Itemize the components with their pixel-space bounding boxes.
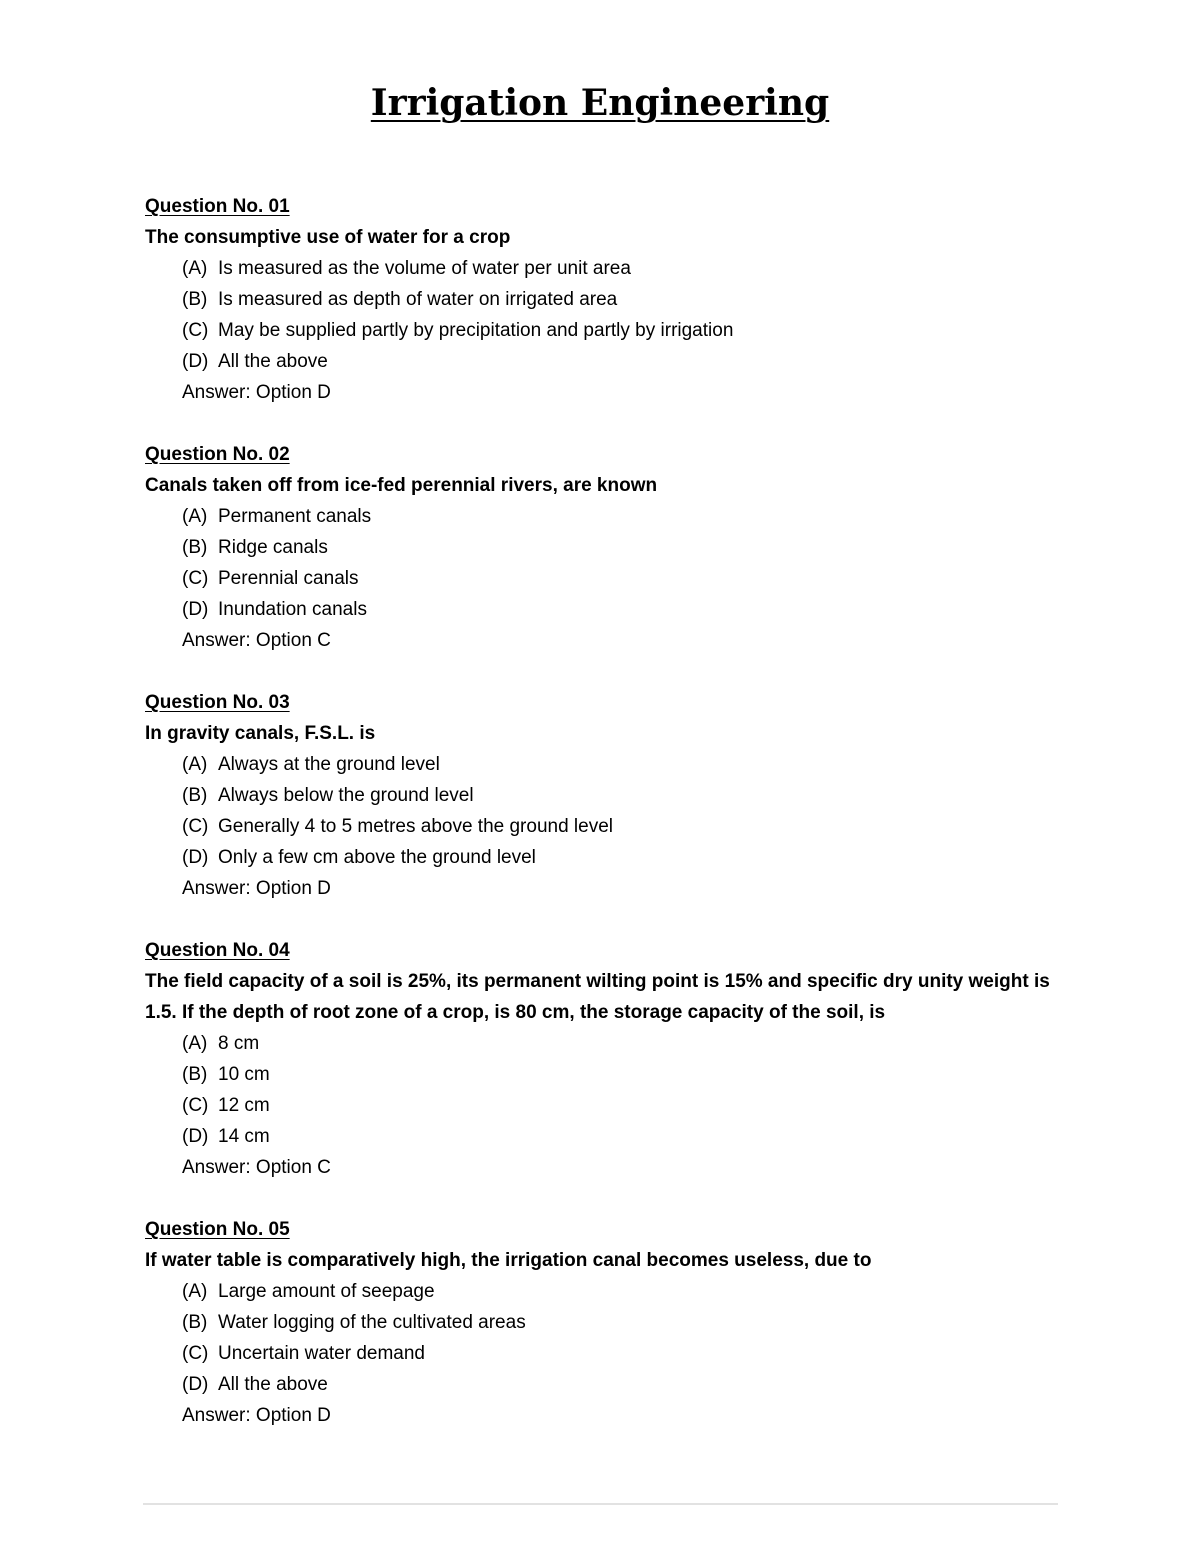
question-stem: Canals taken off from ice-fed perennial rivers, are known: [145, 475, 658, 496]
option-b: [145, 780, 1075, 811]
option-letter: (D): [182, 847, 209, 868]
question-number: Question No. 02: [145, 444, 290, 465]
option-letter: (C): [182, 1343, 209, 1364]
answer-line: Answer: Option D: [182, 1405, 331, 1426]
option-letter: (A): [182, 754, 208, 775]
footer-divider: [143, 1503, 1058, 1505]
option-letter: (A): [182, 506, 208, 527]
answer-line: Answer: Option C: [182, 630, 331, 651]
option-d: [145, 1121, 1075, 1152]
option-b: [145, 532, 1075, 563]
question-number: Question No. 01: [145, 196, 290, 217]
option-letter: (C): [182, 320, 209, 341]
question-stem: The field capacity of a soil is 25%, its permanent wilting point is 15% and specific dry unity weight is 1.5. If the depth of root zone of a crop, is 80 cm, the storage capacity of the soil, is: [145, 971, 1050, 1023]
option-text: Uncertain water demand: [218, 1343, 425, 1364]
option-a: [145, 749, 1075, 780]
option-letter: (B): [182, 785, 208, 806]
option-text: Large amount of seepage: [218, 1281, 435, 1302]
option-letter: (B): [182, 537, 208, 558]
option-text: 10 cm: [218, 1064, 270, 1085]
option-text: 12 cm: [218, 1095, 270, 1116]
option-letter: (A): [182, 258, 208, 279]
answer-line: Answer: Option D: [182, 382, 331, 403]
option-d: [145, 842, 1075, 873]
question-number: Question No. 03: [145, 692, 290, 713]
option-text: Is measured as depth of water on irrigated area: [218, 289, 618, 310]
question-stem: The consumptive use of water for a crop: [145, 227, 511, 248]
question-list: [145, 191, 1075, 1462]
question-number: Question No. 05: [145, 1219, 290, 1240]
option-text: Always at the ground level: [218, 754, 440, 775]
option-a: [145, 1276, 1075, 1307]
option-b: [145, 284, 1075, 315]
option-a: [145, 501, 1075, 532]
question-block: [145, 687, 1075, 904]
option-a: [145, 253, 1075, 284]
option-c: [145, 1338, 1075, 1369]
option-text: Perennial canals: [218, 568, 359, 589]
option-c: [145, 811, 1075, 842]
question-block: [145, 1214, 1075, 1431]
answer-line: Answer: Option C: [182, 1157, 331, 1178]
option-text: Ridge canals: [218, 537, 328, 558]
option-text: Generally 4 to 5 metres above the ground level: [218, 816, 614, 837]
option-letter: (C): [182, 816, 209, 837]
option-letter: (B): [182, 289, 208, 310]
option-d: [145, 346, 1075, 377]
option-text: May be supplied partly by precipitation and partly by irrigation: [218, 320, 734, 341]
question-number: Question No. 04: [145, 940, 290, 961]
option-text: Only a few cm above the ground level: [218, 847, 536, 868]
option-letter: (D): [182, 351, 209, 372]
option-text: 8 cm: [218, 1033, 260, 1054]
option-c: [145, 315, 1075, 346]
question-stem: In gravity canals, F.S.L. is: [145, 723, 376, 744]
option-letter: (D): [182, 1126, 209, 1147]
option-text: 14 cm: [218, 1126, 270, 1147]
page-title: Irrigation Engineering: [370, 82, 830, 124]
option-letter: (D): [182, 1374, 209, 1395]
option-d: [145, 594, 1075, 625]
option-a: [145, 1028, 1075, 1059]
option-text: Inundation canals: [218, 599, 367, 620]
option-text: All the above: [218, 351, 328, 372]
option-letter: (A): [182, 1033, 208, 1054]
option-text: Is measured as the volume of water per unit area: [218, 258, 631, 279]
option-text: Water logging of the cultivated areas: [218, 1312, 526, 1333]
option-b: [145, 1059, 1075, 1090]
option-letter: (C): [182, 568, 209, 589]
option-letter: (D): [182, 599, 209, 620]
option-text: Permanent canals: [218, 506, 372, 527]
option-c: [145, 563, 1075, 594]
question-stem: If water table is comparatively high, the irrigation canal becomes useless, due to: [145, 1250, 872, 1271]
option-letter: (B): [182, 1312, 208, 1333]
question-block: [145, 439, 1075, 656]
option-c: [145, 1090, 1075, 1121]
option-text: All the above: [218, 1374, 328, 1395]
option-b: [145, 1307, 1075, 1338]
option-letter: (C): [182, 1095, 209, 1116]
question-block: [145, 191, 1075, 408]
option-text: Always below the ground level: [218, 785, 474, 806]
option-letter: (A): [182, 1281, 208, 1302]
answer-line: Answer: Option D: [182, 878, 331, 899]
option-letter: (B): [182, 1064, 208, 1085]
option-d: [145, 1369, 1075, 1400]
question-block: [145, 935, 1075, 1183]
